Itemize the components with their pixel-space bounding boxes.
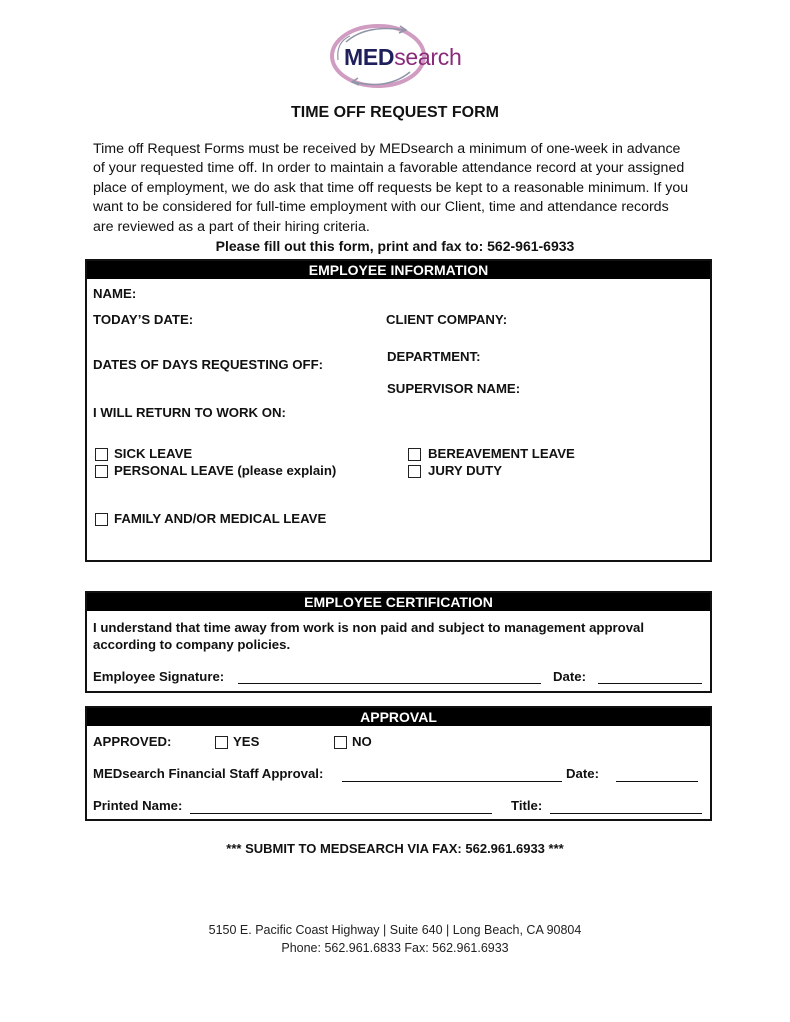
logo-search-text: search [394,44,462,70]
employee-signature-label: Employee Signature: [93,669,225,684]
certification-statement-line2: according to company policies. [93,637,291,652]
form-title: TIME OFF REQUEST FORM [291,104,499,121]
employee-information-section [85,259,712,562]
employee-signature-field[interactable] [238,683,541,684]
approved-yes-checkbox[interactable] [215,736,228,749]
jury-duty-label: JURY DUTY [428,463,503,478]
todays-date-label: TODAY’S DATE: [93,312,194,327]
personal-leave-label: PERSONAL LEAVE (please explain) [114,463,337,478]
sick-leave-label: SICK LEAVE [114,446,193,461]
title-field[interactable] [550,813,702,814]
printed-name-field[interactable] [190,813,492,814]
supervisor-name-label: SUPERVISOR NAME: [387,381,521,396]
approval-date-label: Date: [566,766,599,781]
certification-date-field[interactable] [598,683,702,684]
bereavement-leave-label: BEREAVEMENT LEAVE [428,446,575,461]
client-company-label: CLIENT COMPANY: [386,312,508,327]
personal-leave-checkbox[interactable] [95,465,108,478]
return-to-work-label: I WILL RETURN TO WORK ON: [93,405,286,420]
approved-label: APPROVED: [93,734,172,749]
submit-fax-notice: *** SUBMIT TO MEDSEARCH VIA FAX: 562.961.6933 *** [226,841,564,856]
bereavement-leave-checkbox[interactable] [408,448,421,461]
certification-date-label: Date: [553,669,586,684]
medsearch-logo [326,20,476,92]
employee-certification-section [85,591,712,693]
approval-date-field[interactable] [616,781,698,782]
logo-med-text: MED [344,44,395,70]
certification-statement-line1: I understand that time away from work is non paid and subject to management approval [93,620,645,635]
staff-approval-field[interactable] [342,781,562,782]
logo-wordmark [344,44,461,71]
title-label: Title: [511,798,543,813]
intro-paragraph: Time off Request Forms must be received by MEDsearch a minimum of one-week in advance of your requested time off. In order to maintain a favorable attendance record at your assigned place of employment, we do ask that time off requests be kept to a reasonable minimum. If you want to be considered for full-time employment with our Client, time and attendance records are reviewed as a part of their hiring criteria. [93,141,689,235]
approved-yes-label: YES [233,734,260,749]
footer-address: 5150 E. Pacific Coast Highway | Suite 640 | Long Beach, CA 90804 [208,923,582,937]
approval-section [85,706,712,821]
name-label: NAME: [93,286,137,301]
section-header-approval: APPROVAL [87,708,710,726]
staff-approval-label: MEDsearch Financial Staff Approval: [93,766,324,781]
approved-no-label: NO [352,734,372,749]
jury-duty-checkbox[interactable] [408,465,421,478]
fax-instruction: Please fill out this form, print and fax to: 562-961-6933 [215,238,575,254]
approved-no-checkbox[interactable] [334,736,347,749]
dates-requesting-off-label: DATES OF DAYS REQUESTING OFF: [93,357,324,372]
section-header-employee-information: EMPLOYEE INFORMATION [87,261,710,279]
sick-leave-checkbox[interactable] [95,448,108,461]
department-label: DEPARTMENT: [387,349,481,364]
footer-phone-fax: Phone: 562.961.6833 Fax: 562.961.6933 [281,941,509,955]
printed-name-label: Printed Name: [93,798,183,813]
family-medical-leave-label: FAMILY AND/OR MEDICAL LEAVE [114,511,327,526]
section-header-employee-certification: EMPLOYEE CERTIFICATION [87,593,710,611]
family-medical-leave-checkbox[interactable] [95,513,108,526]
